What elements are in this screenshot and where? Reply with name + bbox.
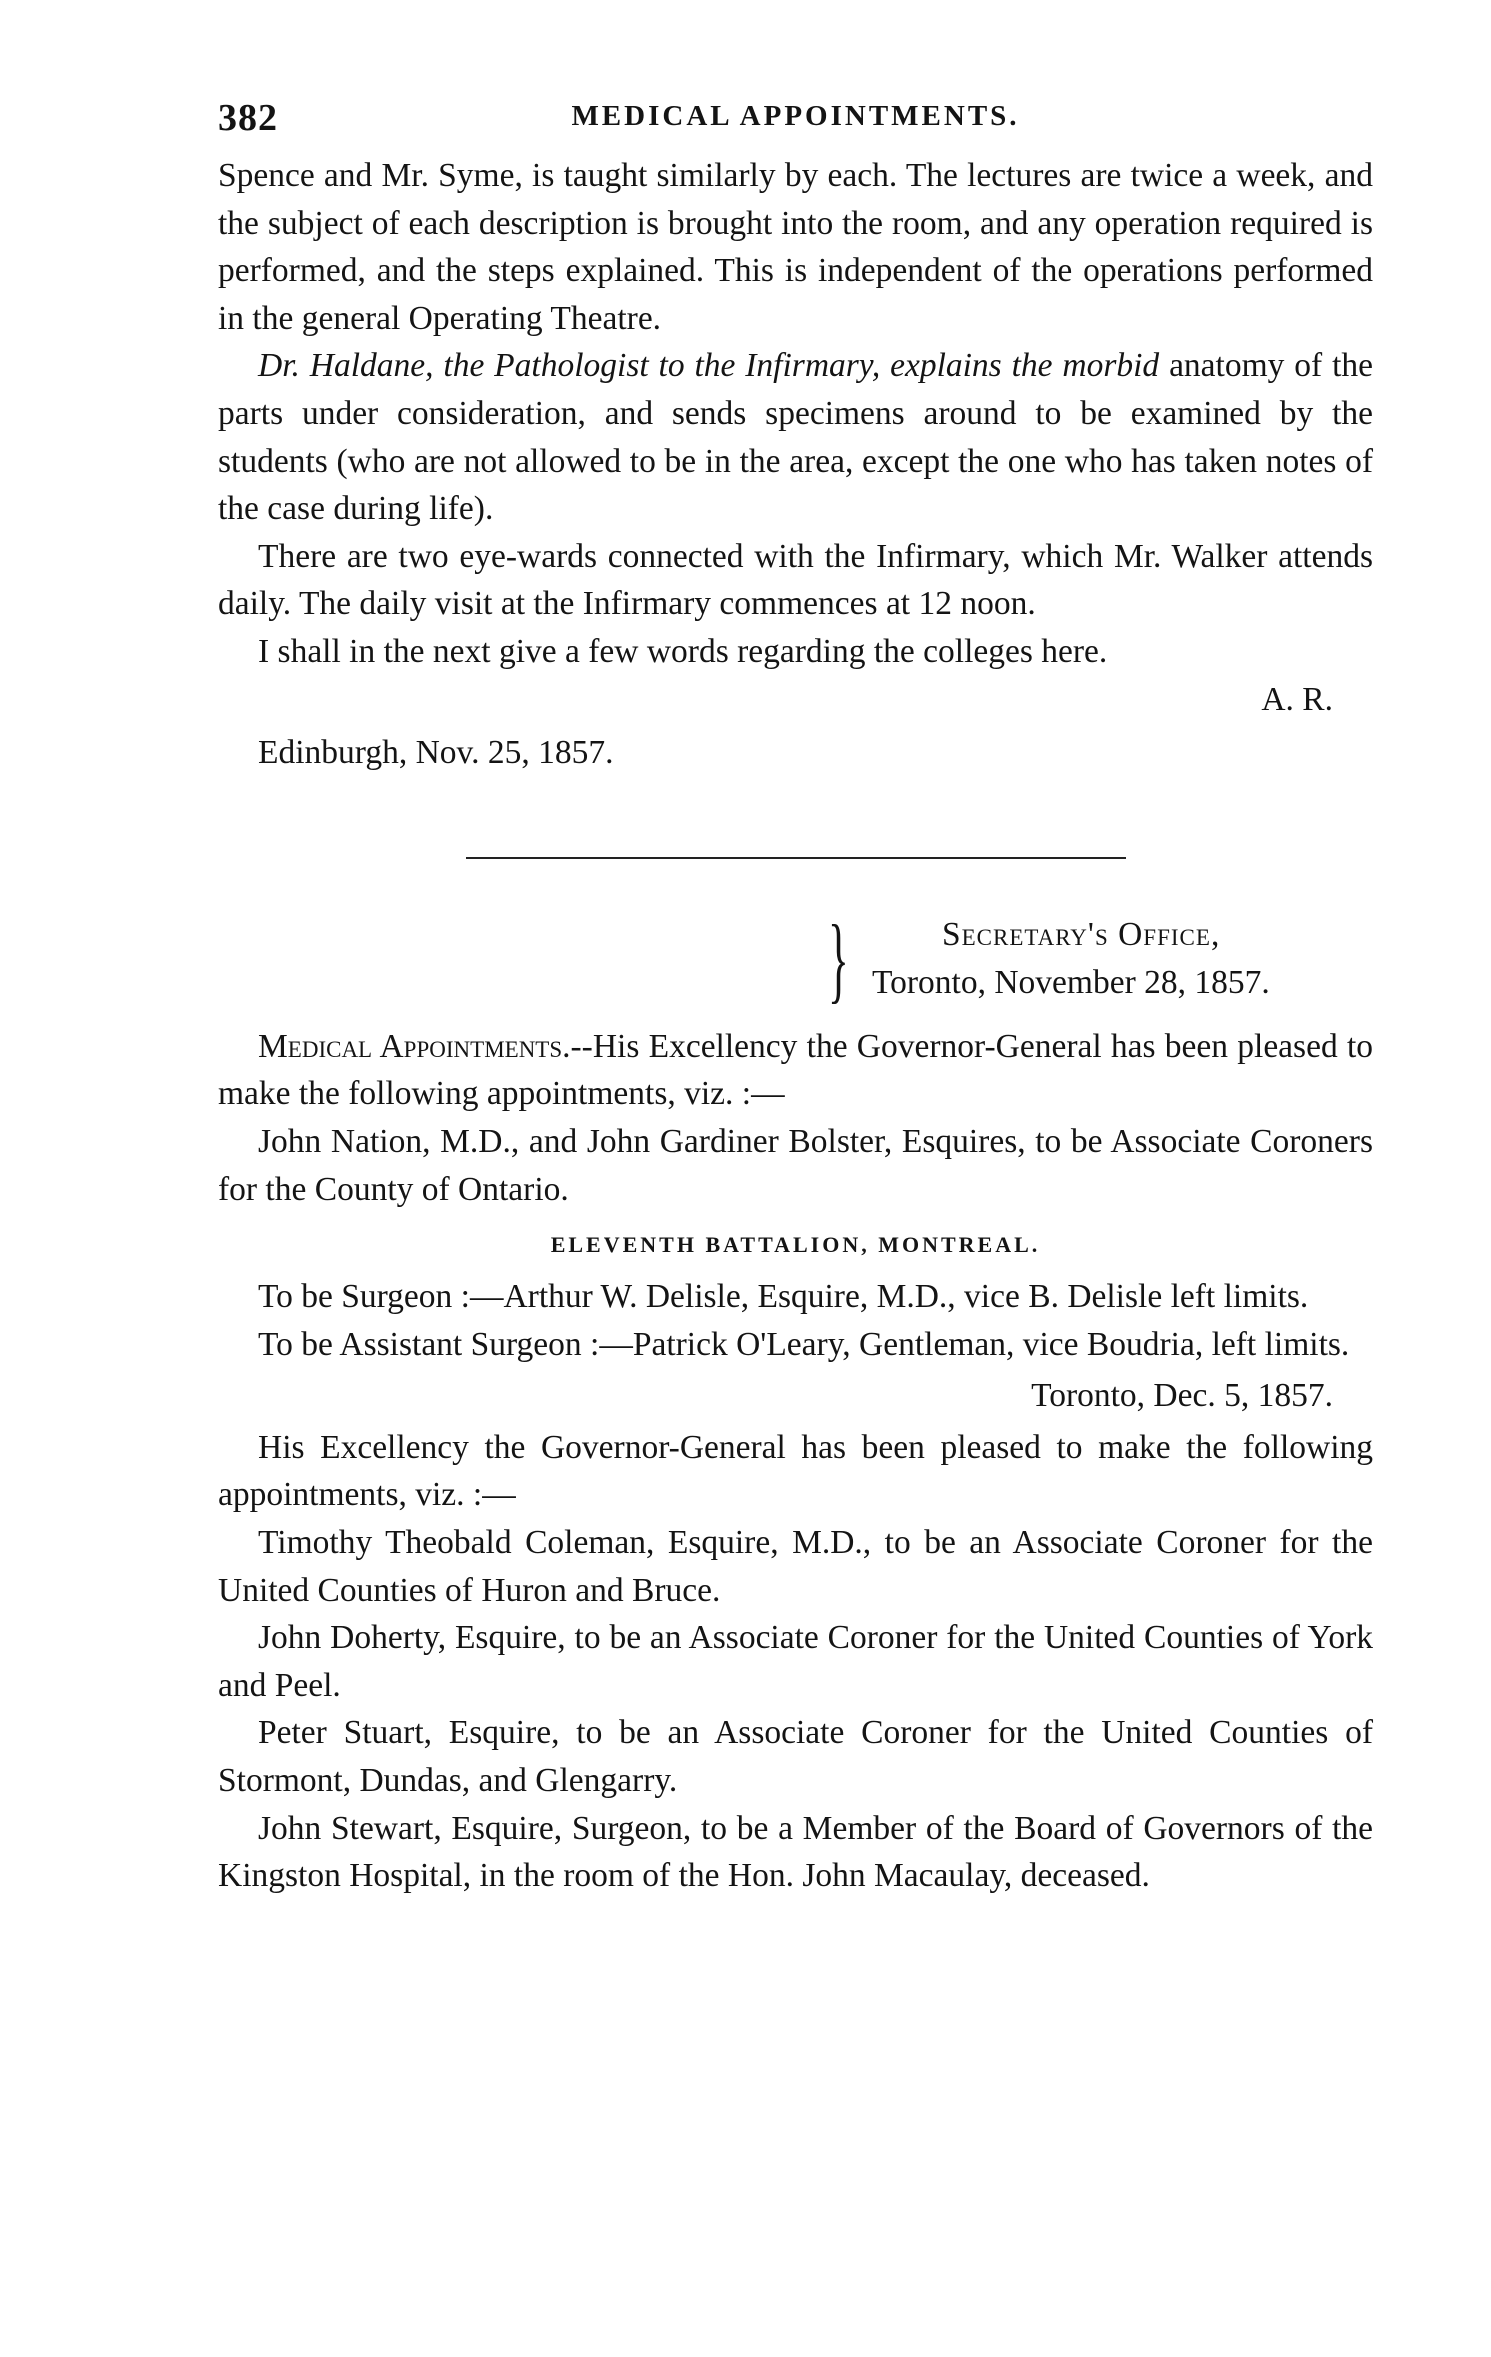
paragraph-stewart: John Stewart, Esquire, Surgeon, to be a Member of the Board of Governors of the Kingston Hospital, in the room of the Hon. John Macaulay, deceased. — [218, 1809, 1373, 1895]
battalion-subheading: ELEVENTH BATTALION, MONTREAL. — [550, 1232, 1041, 1258]
paragraph-assistant-surgeon: To be Assistant Surgeon :—Patrick O'Leary, Gentleman, vice Boudria, left limits. — [258, 1325, 1350, 1363]
paragraph-stuart: Peter Stuart, Esquire, to be an Associate Coroner for the United Counties of Stormont, Dundas, and Glengarry. — [218, 1714, 1373, 1800]
appointments-notice — [218, 1023, 1373, 1900]
running-head: MEDICAL APPOINTMENTS. — [571, 100, 1020, 132]
office-heading — [828, 904, 1373, 1012]
office-name: Secretary's Office, — [942, 915, 1221, 953]
article-continuation — [218, 152, 1373, 777]
section-divider — [466, 857, 1126, 859]
office-text — [872, 911, 1270, 1007]
office-date: Toronto, November 28, 1857. — [872, 963, 1270, 1001]
book-page — [218, 92, 1373, 1900]
paragraph-lectures: Spence and Mr. Syme, is taught similarly by each. The lectures are twice a week, and the subject of each description is brought into the room, and any operation required is performed, and the steps explained. This is independent of the operations performed in the general Operating Theatre. — [218, 157, 1373, 337]
paragraph-notice-lead — [218, 1023, 1373, 1118]
paragraph-nation-bolster: John Nation, M.D., and John Gardiner Bolster, Esquires, to be Associate Coroners for the County of Ontario. — [218, 1122, 1373, 1208]
paragraph-second-lead: His Excellency the Governor-General has been pleased to make the following appointments, viz. :— — [218, 1428, 1373, 1514]
paragraph-pathologist — [218, 342, 1373, 532]
article-dateline: Edinburgh, Nov. 25, 1857. — [258, 734, 614, 772]
paragraph-colleges: I shall in the next give a few words regarding the colleges here. — [258, 632, 1108, 670]
notice-lead-text: --His Excellency the Governor-General has been pleased to make the following appointments, viz. :— — [218, 1027, 1373, 1113]
paragraph-eye-wards: There are two eye-wards connected with the Infirmary, which Mr. Walker attends daily. The daily visit at the Infirmary commences at 12 noon. — [218, 537, 1373, 623]
notice-label: Medical Appointments. — [258, 1027, 571, 1065]
pathologist-italic-text: Dr. Haldane, the Pathologist to the Infirmary, explains the morbid — [258, 347, 1160, 385]
brace-mark: } — [828, 904, 849, 1012]
author-signature: A. R. — [1261, 680, 1333, 718]
page-header — [218, 92, 1373, 152]
paragraph-doherty: John Doherty, Esquire, to be an Associate Coroner for the United Counties of York and Peel. — [218, 1619, 1373, 1704]
paragraph-surgeon: To be Surgeon :—Arthur W. Delisle, Esquire, M.D., vice B. Delisle left limits. — [258, 1278, 1309, 1316]
paragraph-coleman: Timothy Theobald Coleman, Esquire, M.D., to be an Associate Coroner for the United Counties of Huron and Bruce. — [218, 1524, 1373, 1609]
page-number: 382 — [218, 97, 278, 139]
second-dateline: Toronto, Dec. 5, 1857. — [1031, 1377, 1333, 1415]
pathologist-text: anatomy of the parts under consideration, and sends specimens around to be examined by the students (who are not allowed to be in the area, except the one who has taken notes of the case during life). — [218, 347, 1373, 528]
